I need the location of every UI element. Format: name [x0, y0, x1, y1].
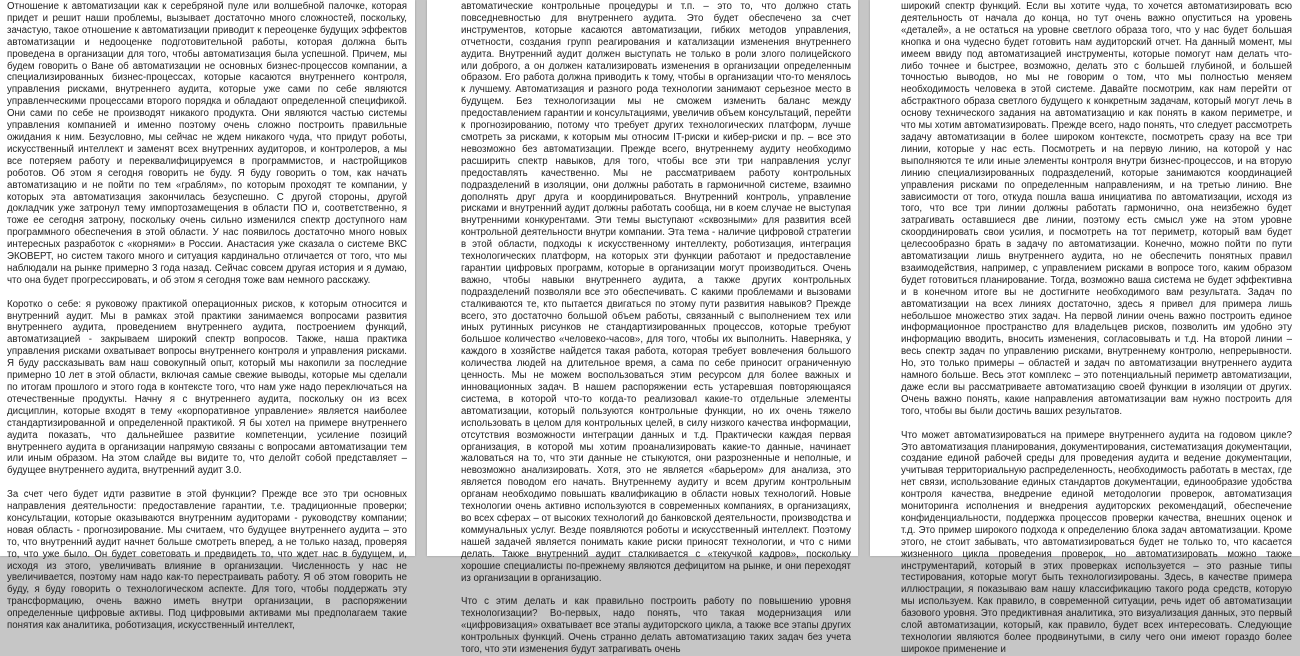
paragraph: автоматические контрольные процедуры и т.п. – это то, что должно стать повседневностью для внутреннего аудита. Это будет обеспечено за счет инструментов, которые касаются автоматизации, гибких методов управления, отчетности, создания групп реагирования и катализации изменения внутреннего аудита. Внутренний аудит должен выступать не только в роли злого полицейского или доброго, а он должен катализировать изменения в организации определенным образом. Его работа должна приводить к тому, чтобы в организации что-то менялось к лучшему. Автоматизация и разного рода технологии занимают серьезное место в будущем. Без технологизации мы не сможем изменить баланс между предоставлением гарантии и консультациями, увеличив объем консультаций, перейти к прогнозированию, потому что требует других технологических платформ, лучше смотреть за рисками, к которым мы относим IT-риски и кибер-риски и пр. – все это невозможно без автоматизации. Прежде всего, внутреннему аудиту необходимо расширить спектр навыков, для того, чтобы все эти три направления услуг предоставлять качественно. Мы не рассматриваем работу контрольных подразделений в изоляции, они должны работать в гармоничной системе, взаимно дополнять друг друга и координироваться. Внутренний контроль, управление рисками и внутренний аудит должны работать сообща, ни в коем случае не выступая внутренними конкурентами. Эти темы выступают «сквозными» для развития всей контрольной деятельности внутри компании. Эта тема - наличие цифровой стратегии в этой области, подходы к искусственному интеллекту, роботизация, интеграция технологических платформ, на которых эти функции работают и предоставление гарантии цифровых программ, которые в организации могут производиться. Очень важно, чтобы навыки внутреннего аудита, а также других контрольных подразделений позволяли все это обеспечивать. С какими проблемами и вызовами сталкиваются те, кто пытается двигаться по этому пути развития навыков? Прежде всего, это достаточно большой объем работы, связанный с выполнением тех или иных рутинных рисунков не стандартизированных процессов, которые требуют большое количество «человеко-часов», для того, чтобы их выполнить. Наверняка, у каждого в хозяйстве найдется такая работа, которая требует вовлечения большого количества людей на длительное время, а сама по себе приносит ограниченную ценность. Мы не можем воспользоваться этим ресурсом для более важных и инновационных задач. В нашем распоряжении есть устаревшая повторяющаяся система, в которой что-то когда-то реализовал какие-то отдельные элементы автоматизации, который пользуются контрольные функции, но их очень тяжело использовать в целом для контрольных целей, в силу низкого качества информации, отсутствия возможности интеграции данных и т.д. Практически каждая первая организация, в которой мы хотим проанализировать какие-то данные, начинает жаловаться на то, что эти данные не стыкуются, они разрозненные и неполные, и невозможно анализировать. Хотя, это не является «барьером» для анализа, это является поводом его начать. Внутреннему аудиту и всем другим контрольным органам необходимо повышать квалификацию в области новых технологий. Новые технологии очень активно используются в современных компаниях, в организациях, во всех сферах – от высоких технологий до банковской деятельности, производства и коммунальных услуг. Везде появляются роботы и искусственный интеллект. Поэтому нашей задачей является понимать какие риски приносят технологии, и что с ними делать. Также внутренний аудит сталкивается с «текучкой кадров», поскольку хорошие специалисты по-прежнему являются дефицитом на рынке, и они переходят из организации в организацию.: [461, 1, 851, 584]
paragraph: За счет чего будет идти развитие в этой функции? Прежде все это три основных направления деятельности: предоставление гарантии, т.е. традиционные проверки; консультации, которые оказываются внутренним аудиторами - руководству компании; новая область - прогнозирование. Мы считаем, что будущее внутреннего аудита – это то, что внутренний аудит начнет больше смотреть вперед, а не только назад, проверяя то, что уже было. Он будет советовать и предвидеть то, что ждет нас в будущем, и, исходя из этого, увеличивать влияние в организации. Численность у нас не увеличивается, поэтому нам надо как-то перестраивать работу. Я об этом говорить не буду, я буду говорить о технологическом аспекте. Для того, чтобы поддержать эту трансформацию, очень важно иметь внутри организации, в распоряжении определенные цифровые активы. Под цифровыми активами мы предполагаем такие понятия как аналитика, роботизация, искусственный интеллект,: [7, 489, 407, 632]
paragraph: Что с этим делать и как правильно построить работу по повышению уровня технологизации? Во-первых, надо понять, что такая модернизация или «цифровизация» охватывает все этапы аудиторского цикла, а также все этапы других контрольных функций. Очень странно делать автоматизацию таких задач без учета того, что эти изменения будут затрагивать очень: [461, 596, 851, 655]
paragraph: Коротко о себе: я руковожу практикой операционных рисков, к которым относится и внутренний аудит. Мы в рамках этой практики занимаемся вопросами развития внутреннего аудита, проведением внутреннего аудита, построением функций, автоматизацией - закрываем широкий спектр вопросов. Также, наша практика управления рисками охватывает вопросы внутреннего контроля и управления рисками. Я буду рассказывать вам наш совокупный опыт, который мы накопили за последние примерно 10 лет в этой области, включая самые свежие выводы, которые мы сделали по итогам прошлого и этого года в контексте того, что нам уже надо переключаться на отечественные продукты. Начну я с внутреннего аудита, поскольку он из всех дисциплин, которые входят в тему «корпоративное управление» является наиболее стандартизированной и определенной практикой. Я бы хотел на примере внутреннего аудита показать, что дальнейшее развитие компетенции, усиление позиций внутреннего аудита в организации напрямую связаны с вопросами автоматизации тем или иным образом. На этом слайде вы видите то, что делойт собой представляет – будущее внутреннего аудита, внутренний аудит 3.0.: [7, 298, 407, 477]
paragraph: Что может автоматизироваться на примере внутреннего аудита на годовом цикле? Это автоматизация планирования, документирования, систематизация документации, создание единой рабочей среды для проведения аудита и ведение документации, учитывая территориальную распределенность, необходимость работать в местах, где нет связи, использование единых стандартов документации, единообразие удобства контроля качества, внедрение единой методологии проверок, автоматизация мониторинга исполнения и внедрения аудиторских рекомендаций, обеспечение конфиденциальности, поддержка процессов проверки качества, внешних оценок и т.д. Это пример широкого подхода к определению блока задач автоматизации. Кроме этого, не стоит забывать, что автоматизироваться будет не только то, что касается жизненного цикла проведения проверок, но автоматизировать можно также инструментарий, который в этих проверках используется – это разные типы тестирования, которые могут быть технологизированы. Здесь, в качестве примера иллюстрации, я показываю вам нашу классификацию такого рода средств, которую мы используем. Как правило, в современной ситуации, речь идет об автоматизации базового уровня. Это предиктивная аналитика, это визуализация данных, это первый слой автоматизации, который, как правило, будет всех интересовать. Следующие технологии являются более продвинутыми, в силу чего они имеют гораздо более широкое применение и: [901, 429, 1292, 655]
document-page-3: [870, 0, 1300, 655]
document-page-1: [0, 0, 415, 632]
page-3-text: [901, 1, 1292, 655]
paragraph: Отношение к автоматизации как к серебряной пуле или волшебной палочке, которая придет и решит наши проблемы, вызывает достаточно много сложностей, поскольку, зачастую, такое отношение к автоматизации приводит к переоценке будущих эффектов автоматизации и недооценке подготовительной работы, которая должна быть проведена в организации для того, чтобы автоматизация была успешной. Причем, мы будем говорить о Ване об автоматизации не основных бизнес-процессов компании, а специализированных бизнес-процессах, которые касаются внутреннего контроля, управления рисками, внутреннего аудита, которые уже сами по себе являются управленческими процессами второго порядка и обладают определенной спецификой. Они сами по себе не производят никакого продукта. Они являются частью системы управления компанией и именно поэтому очень сложно построить правильные ожидания к ним. Безусловно, мы сейчас не ждем никакого чуда, что придут роботы, искусственный интеллект и заменят всех внутренних аудиторов, и контролеров, а мы все потеряем работу и переквалифицируемся в программистов, и настройщиков роботов. Об этом я сегодня говорить не буду. Я буду говорить о том, как начать автоматизацию и не пойти по тем «граблям», по которым проходят те компании, у которых эта автоматизация закончилась безуспешно. С другой стороны, другой докладчик уже затронул тему импортозамещения в области ПО и, соответственно, я тоже ее сегодня затрону, поскольку очень сильно изменился спектр доступного нам программного обеспечения в этой области. У нас появилось достаточно много новых интересных разработок с «корнями» в России. Анастасия уже сказала о системе ВКС ЭКОВЕРТ, но систем такого много и ситуация кардинально отличается от того, что мы наблюдали на рынке примерно 3 года назад. Сейчас совсем другая история и я думаю, что она будет прогрессировать, и об этом я сегодня тоже вам немного расскажу.: [7, 1, 407, 286]
document-page-2: [427, 0, 858, 655]
page-1-text: [7, 1, 407, 632]
paragraph: широкий спектр функций. Если вы хотите чуда, то хочется автоматизировать всю деятельность от начала до конца, но тут очень важно опуститься на уровень «деталей», а не остаться на уровне светлого образа того, что у нас будет большая кнопка и она чудесно будет готовить нам аудиторский отчет. На данный момент, мы имеем ввиду под автоматизацией инструменты, которые помогут нам делать что-либо точнее и быстрее, возможно, делать это с большей глубиной, и большей точностью выводов, но мы не говорим о том, что мы полностью меняем необходимость человека в этой системе. Давайте посмотрим, как нам перейти от абстрактного образа светлого будущего к конкретным задачам, который могут лечь в основу технического задания на автоматизацию и как понять в каком периметре, и что мы хотим автоматизировать. Прежде всего, надо понять, что следует рассмотреть задачу автоматизации в более широком контексте, посмотреть сразу на все три линии, которые у нас есть. Посмотреть и на первую линию, на которой у нас выполняются те или иные элементы контроля внутри бизнес-процессов, и на вторую линию специализированных подразделений, которые занимаются координацией управления рисками по определенным направлениям, и на третью линию. Вне зависимости от того, откуда пошла ваша инициатива по автоматизации, исходя из того, что все три линии должны работать гармонично, она неизбежно будет затрагивать оставшиеся две линии, поэтому есть смысл уже на этом уровне скоординировать свои усилия, и посмотреть на тот периметр, который вам будет целесообразно брать в задачу по автоматизации. Конечно, можно пойти по пути автоматизации лишь внутреннего аудита, но не обеспечить понятных правил взаимодействия, например, с управлением рисками в вопросе того, каким образом будет готовиться планирование. Тогда, возможно ваша система не будет эффективна и в конечном итоге вы не достигните необходимого вам результата. Задач по автоматизации на всех линиях достаточно, здесь я привел для примера лишь небольшое множество этих задач. На первой линии очень важно построить единое информационное пространство для владельцев рисков, позволить им удобно эту информацию вводить, вносить изменения, согласовывать и т.д. На второй линии – весь спектр задач по управлению рисками, внутреннему контролю, непрерывности. Но, это только примеры – областей и задач по автоматизации внутреннего аудита намного больше. Весь этот комплекс – это потенциальный периметр автоматизации, даже если вы рассматриваете автоматизацию своей функции в изоляции от других. Очень важно понять, какие направления автоматизации вам нужно построить для того, чтобы вы были достичь ваших результатов.: [901, 1, 1292, 417]
page-2-text: [461, 1, 851, 655]
